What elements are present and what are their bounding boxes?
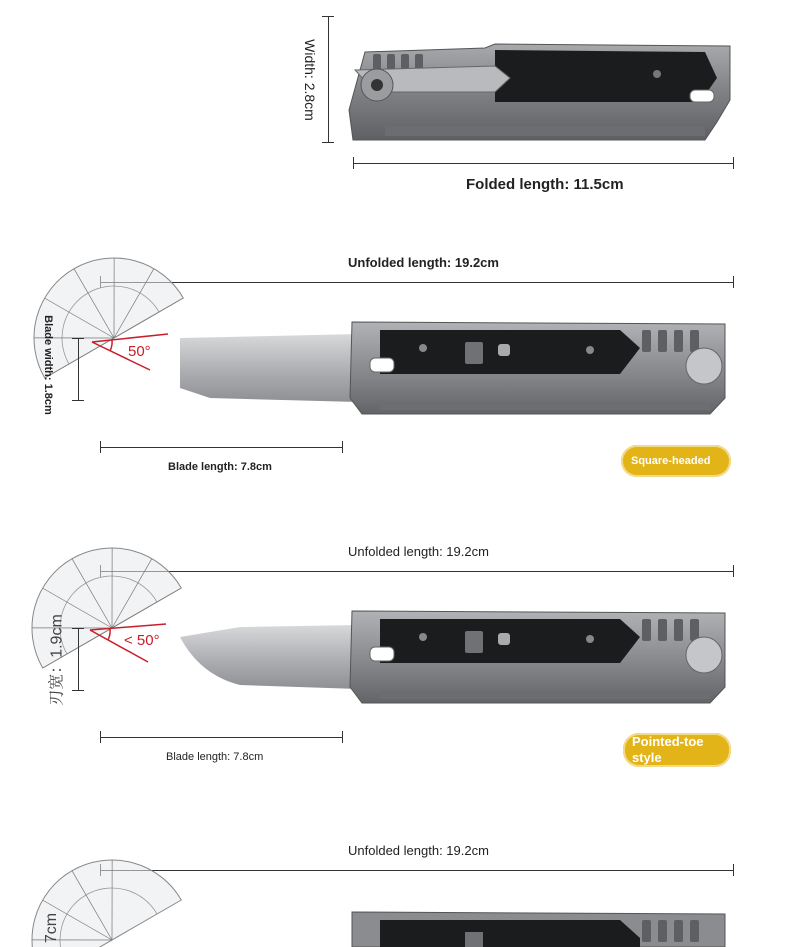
knife-partial-image (352, 908, 735, 947)
blade-width-line (78, 338, 79, 400)
angle-label: 50° (128, 343, 151, 360)
unfolded-length-label: Unfolded length: 19.2cm (348, 544, 489, 559)
knife-square-headed-image (180, 318, 735, 418)
blade-length-label: Blade length: 7.8cm (168, 461, 272, 473)
folded-length-line (353, 163, 733, 164)
blade-length-line (100, 447, 342, 448)
unfolded-length-label: Unfolded length: 19.2cm (348, 843, 489, 858)
folded-length-label: Folded length: 11.5cm (466, 176, 624, 193)
blade-width-label: 刃宽：1.9cm (48, 614, 66, 706)
unfolded-length-label: Unfolded length: 19.2cm (348, 255, 499, 270)
angle-label: < 50° (124, 632, 160, 649)
blade-width-label: Blade width: 1.8cm (42, 315, 54, 415)
width-label: Width: 2.8cm (302, 39, 318, 121)
knife-pointed-toe-image (180, 607, 735, 707)
width-dimension-line (328, 16, 329, 142)
folded-knife-image (345, 40, 740, 145)
blade-length-line (100, 737, 342, 738)
blade-width-line (78, 628, 79, 690)
blade-width-label: 7cm (43, 912, 60, 944)
blade-length-label: Blade length: 7.8cm (166, 751, 264, 763)
